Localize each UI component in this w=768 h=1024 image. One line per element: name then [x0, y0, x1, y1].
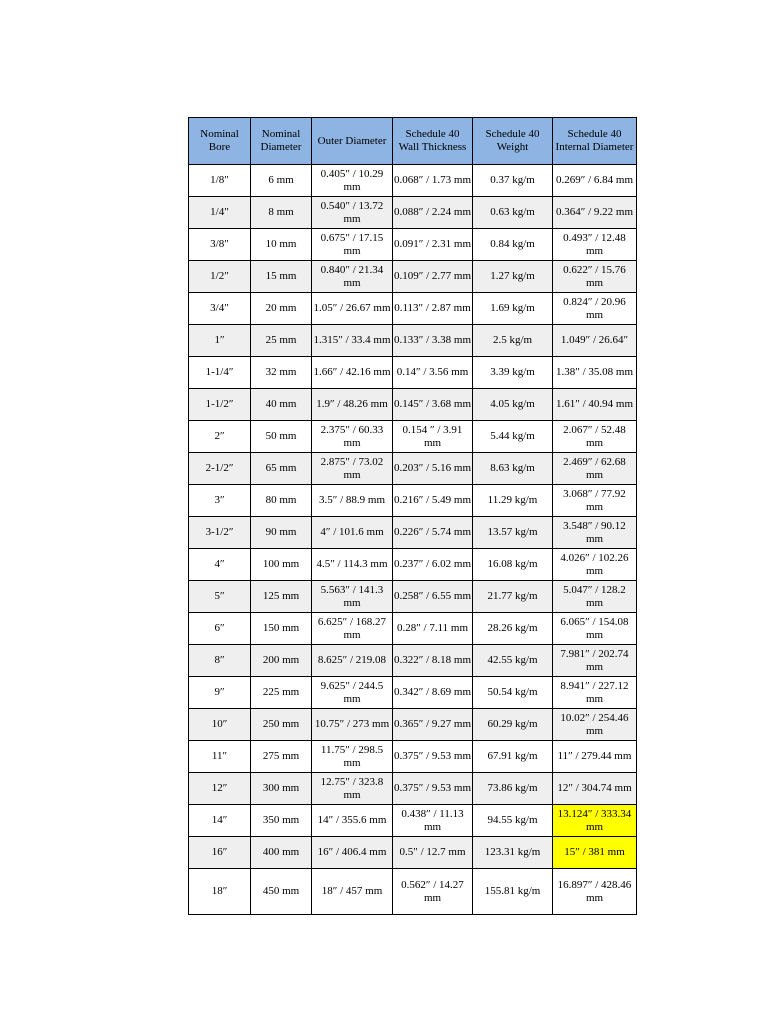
wall-thickness-cell: 0.365″ / 9.27 mm	[393, 709, 473, 741]
table-row	[189, 549, 637, 581]
nominal-diameter-cell: 125 mm	[251, 581, 312, 613]
internal-diameter-cell: 2.469″ / 62.68 mm	[553, 453, 637, 485]
wall-thickness-cell: 0.342″ / 8.69 mm	[393, 677, 473, 709]
nominal-diameter-cell: 350 mm	[251, 805, 312, 837]
wall-thickness-cell: 0.375″ / 9.53 mm	[393, 773, 473, 805]
weight-cell: 1.27 kg/m	[473, 261, 553, 293]
outer-diameter-cell: 5.563″ / 141.3 mm	[312, 581, 393, 613]
nominal-bore-cell: 1/4″	[189, 197, 251, 229]
weight-cell: 13.57 kg/m	[473, 517, 553, 549]
nominal-bore-cell: 3-1/2″	[189, 517, 251, 549]
nominal-bore-cell: 3/4″	[189, 293, 251, 325]
table-row	[189, 485, 637, 517]
wall-thickness-cell: 0.091″ / 2.31 mm	[393, 229, 473, 261]
outer-diameter-cell: 0.540″ / 13.72 mm	[312, 197, 393, 229]
header-nominal-bore: Nominal Bore	[189, 118, 251, 165]
outer-diameter-cell: 2.875″ / 73.02 mm	[312, 453, 393, 485]
nominal-bore-cell: 3/8″	[189, 229, 251, 261]
nominal-bore-cell: 9″	[189, 677, 251, 709]
nominal-bore-cell: 4″	[189, 549, 251, 581]
outer-diameter-cell: 0.840″ / 21.34 mm	[312, 261, 393, 293]
wall-thickness-cell: 0.088″ / 2.24 mm	[393, 197, 473, 229]
nominal-bore-cell: 10″	[189, 709, 251, 741]
weight-cell: 21.77 kg/m	[473, 581, 553, 613]
weight-cell: 28.26 kg/m	[473, 613, 553, 645]
table-row	[189, 773, 637, 805]
nominal-bore-cell: 1/2″	[189, 261, 251, 293]
internal-diameter-cell: 3.068″ / 77.92 mm	[553, 485, 637, 517]
wall-thickness-cell: 0.438″ / 11.13 mm	[393, 805, 473, 837]
table-row	[189, 677, 637, 709]
weight-cell: 11.29 kg/m	[473, 485, 553, 517]
table-row	[189, 581, 637, 613]
outer-diameter-cell: 4″ / 101.6 mm	[312, 517, 393, 549]
nominal-bore-cell: 8″	[189, 645, 251, 677]
wall-thickness-cell: 0.237″ / 6.02 mm	[393, 549, 473, 581]
table-row	[189, 517, 637, 549]
nominal-diameter-cell: 450 mm	[251, 869, 312, 915]
internal-diameter-cell: 11″ / 279.44 mm	[553, 741, 637, 773]
header-internal-diameter: Schedule 40 Internal Diameter	[553, 118, 637, 165]
table-row	[189, 293, 637, 325]
table-row	[189, 869, 637, 915]
nominal-bore-cell: 3″	[189, 485, 251, 517]
nominal-diameter-cell: 40 mm	[251, 389, 312, 421]
nominal-diameter-cell: 15 mm	[251, 261, 312, 293]
table-row	[189, 389, 637, 421]
weight-cell: 0.63 kg/m	[473, 197, 553, 229]
internal-diameter-cell: 5.047″ / 128.2 mm	[553, 581, 637, 613]
nominal-bore-cell: 5″	[189, 581, 251, 613]
table-row	[189, 709, 637, 741]
header-weight: Schedule 40 Weight	[473, 118, 553, 165]
nominal-diameter-cell: 400 mm	[251, 837, 312, 869]
nominal-diameter-cell: 300 mm	[251, 773, 312, 805]
weight-cell: 67.91 kg/m	[473, 741, 553, 773]
wall-thickness-cell: 0.113″ / 2.87 mm	[393, 293, 473, 325]
wall-thickness-cell: 0.133″ / 3.38 mm	[393, 325, 473, 357]
outer-diameter-cell: 12.75″ / 323.8 mm	[312, 773, 393, 805]
outer-diameter-cell: 1.9″ / 48.26 mm	[312, 389, 393, 421]
outer-diameter-cell: 9.625″ / 244.5 mm	[312, 677, 393, 709]
outer-diameter-cell: 0.675″ / 17.15 mm	[312, 229, 393, 261]
weight-cell: 123.31 kg/m	[473, 837, 553, 869]
table-row	[189, 197, 637, 229]
outer-diameter-cell: 11.75″ / 298.5 mm	[312, 741, 393, 773]
internal-diameter-cell: 1.61″ / 40.94 mm	[553, 389, 637, 421]
wall-thickness-cell: 0.258″ / 6.55 mm	[393, 581, 473, 613]
header-row	[189, 118, 637, 165]
table-row	[189, 613, 637, 645]
outer-diameter-cell: 16″ / 406.4 mm	[312, 837, 393, 869]
weight-cell: 8.63 kg/m	[473, 453, 553, 485]
internal-diameter-cell: 7.981″ / 202.74 mm	[553, 645, 637, 677]
table-row	[189, 645, 637, 677]
internal-diameter-cell: 15″ / 381 mm	[553, 837, 637, 869]
table-row	[189, 261, 637, 293]
internal-diameter-cell: 13.124″ / 333.34 mm	[553, 805, 637, 837]
weight-cell: 73.86 kg/m	[473, 773, 553, 805]
wall-thickness-cell: 0.203″ / 5.16 mm	[393, 453, 473, 485]
wall-thickness-cell: 0.322″ / 8.18 mm	[393, 645, 473, 677]
internal-diameter-cell: 1.38″ / 35.08 mm	[553, 357, 637, 389]
wall-thickness-cell: 0.216″ / 5.49 mm	[393, 485, 473, 517]
nominal-diameter-cell: 150 mm	[251, 613, 312, 645]
internal-diameter-cell: 0.493″ / 12.48 mm	[553, 229, 637, 261]
wall-thickness-cell: 0.5″ / 12.7 mm	[393, 837, 473, 869]
internal-diameter-cell: 1.049″ / 26.64″	[553, 325, 637, 357]
table-row	[189, 837, 637, 869]
nominal-diameter-cell: 6 mm	[251, 165, 312, 197]
weight-cell: 16.08 kg/m	[473, 549, 553, 581]
table-row	[189, 805, 637, 837]
wall-thickness-cell: 0.068″ / 1.73 mm	[393, 165, 473, 197]
weight-cell: 155.81 kg/m	[473, 869, 553, 915]
nominal-bore-cell: 1″	[189, 325, 251, 357]
outer-diameter-cell: 4.5″ / 114.3 mm	[312, 549, 393, 581]
nominal-bore-cell: 16″	[189, 837, 251, 869]
nominal-diameter-cell: 8 mm	[251, 197, 312, 229]
wall-thickness-cell: 0.226″ / 5.74 mm	[393, 517, 473, 549]
internal-diameter-cell: 3.548″ / 90.12 mm	[553, 517, 637, 549]
outer-diameter-cell: 1.66″ / 42.16 mm	[312, 357, 393, 389]
internal-diameter-cell: 2.067″ / 52.48 mm	[553, 421, 637, 453]
nominal-diameter-cell: 65 mm	[251, 453, 312, 485]
wall-thickness-cell: 0.28″ / 7.11 mm	[393, 613, 473, 645]
weight-cell: 3.39 kg/m	[473, 357, 553, 389]
nominal-bore-cell: 12″	[189, 773, 251, 805]
table-row	[189, 453, 637, 485]
header-nominal-diameter: Nominal Diameter	[251, 118, 312, 165]
outer-diameter-cell: 0.405″ / 10.29 mm	[312, 165, 393, 197]
nominal-diameter-cell: 20 mm	[251, 293, 312, 325]
pipe-schedule-table	[188, 117, 637, 915]
nominal-bore-cell: 1-1/2″	[189, 389, 251, 421]
nominal-diameter-cell: 90 mm	[251, 517, 312, 549]
table-header	[189, 118, 637, 165]
outer-diameter-cell: 1.315″ / 33.4 mm	[312, 325, 393, 357]
outer-diameter-cell: 3.5″ / 88.9 mm	[312, 485, 393, 517]
internal-diameter-cell: 8.941″ / 227.12 mm	[553, 677, 637, 709]
table-row	[189, 325, 637, 357]
wall-thickness-cell: 0.14″ / 3.56 mm	[393, 357, 473, 389]
internal-diameter-cell: 12″ / 304.74 mm	[553, 773, 637, 805]
weight-cell: 42.55 kg/m	[473, 645, 553, 677]
internal-diameter-cell: 4.026″ / 102.26 mm	[553, 549, 637, 581]
nominal-diameter-cell: 275 mm	[251, 741, 312, 773]
wall-thickness-cell: 0.562″ / 14.27 mm	[393, 869, 473, 915]
table-body	[189, 165, 637, 915]
wall-thickness-cell: 0.375″ / 9.53 mm	[393, 741, 473, 773]
internal-diameter-cell: 16.897″ / 428.46 mm	[553, 869, 637, 915]
nominal-diameter-cell: 80 mm	[251, 485, 312, 517]
weight-cell: 94.55 kg/m	[473, 805, 553, 837]
table-row	[189, 165, 637, 197]
weight-cell: 60.29 kg/m	[473, 709, 553, 741]
nominal-diameter-cell: 100 mm	[251, 549, 312, 581]
nominal-bore-cell: 2-1/2″	[189, 453, 251, 485]
internal-diameter-cell: 6.065″ / 154.08 mm	[553, 613, 637, 645]
outer-diameter-cell: 1.05″ / 26.67 mm	[312, 293, 393, 325]
table-row	[189, 229, 637, 261]
nominal-diameter-cell: 200 mm	[251, 645, 312, 677]
outer-diameter-cell: 14″ / 355.6 mm	[312, 805, 393, 837]
internal-diameter-cell: 0.364″ / 9.22 mm	[553, 197, 637, 229]
nominal-bore-cell: 1-1/4″	[189, 357, 251, 389]
table-row	[189, 357, 637, 389]
nominal-bore-cell: 11″	[189, 741, 251, 773]
wall-thickness-cell: 0.145″ / 3.68 mm	[393, 389, 473, 421]
nominal-diameter-cell: 50 mm	[251, 421, 312, 453]
weight-cell: 1.69 kg/m	[473, 293, 553, 325]
nominal-diameter-cell: 25 mm	[251, 325, 312, 357]
outer-diameter-cell: 10.75″ / 273 mm	[312, 709, 393, 741]
outer-diameter-cell: 6.625″ / 168.27 mm	[312, 613, 393, 645]
wall-thickness-cell: 0.109″ / 2.77 mm	[393, 261, 473, 293]
table-row	[189, 741, 637, 773]
nominal-diameter-cell: 10 mm	[251, 229, 312, 261]
nominal-bore-cell: 6″	[189, 613, 251, 645]
weight-cell: 2.5 kg/m	[473, 325, 553, 357]
nominal-diameter-cell: 225 mm	[251, 677, 312, 709]
weight-cell: 0.37 kg/m	[473, 165, 553, 197]
wall-thickness-cell: 0.154 ″ / 3.91 mm	[393, 421, 473, 453]
nominal-diameter-cell: 32 mm	[251, 357, 312, 389]
internal-diameter-cell: 10.02″ / 254.46 mm	[553, 709, 637, 741]
table-row	[189, 421, 637, 453]
outer-diameter-cell: 2.375″ / 60.33 mm	[312, 421, 393, 453]
internal-diameter-cell: 0.269″ / 6.84 mm	[553, 165, 637, 197]
nominal-diameter-cell: 250 mm	[251, 709, 312, 741]
nominal-bore-cell: 18″	[189, 869, 251, 915]
weight-cell: 4.05 kg/m	[473, 389, 553, 421]
weight-cell: 50.54 kg/m	[473, 677, 553, 709]
weight-cell: 5.44 kg/m	[473, 421, 553, 453]
nominal-bore-cell: 1/8″	[189, 165, 251, 197]
header-wall-thickness: Schedule 40 Wall Thickness	[393, 118, 473, 165]
nominal-bore-cell: 14″	[189, 805, 251, 837]
nominal-bore-cell: 2″	[189, 421, 251, 453]
weight-cell: 0.84 kg/m	[473, 229, 553, 261]
header-outer-diameter: Outer Diameter	[312, 118, 393, 165]
outer-diameter-cell: 18″ / 457 mm	[312, 869, 393, 915]
internal-diameter-cell: 0.622″ / 15.76 mm	[553, 261, 637, 293]
outer-diameter-cell: 8.625″ / 219.08	[312, 645, 393, 677]
internal-diameter-cell: 0.824″ / 20.96 mm	[553, 293, 637, 325]
